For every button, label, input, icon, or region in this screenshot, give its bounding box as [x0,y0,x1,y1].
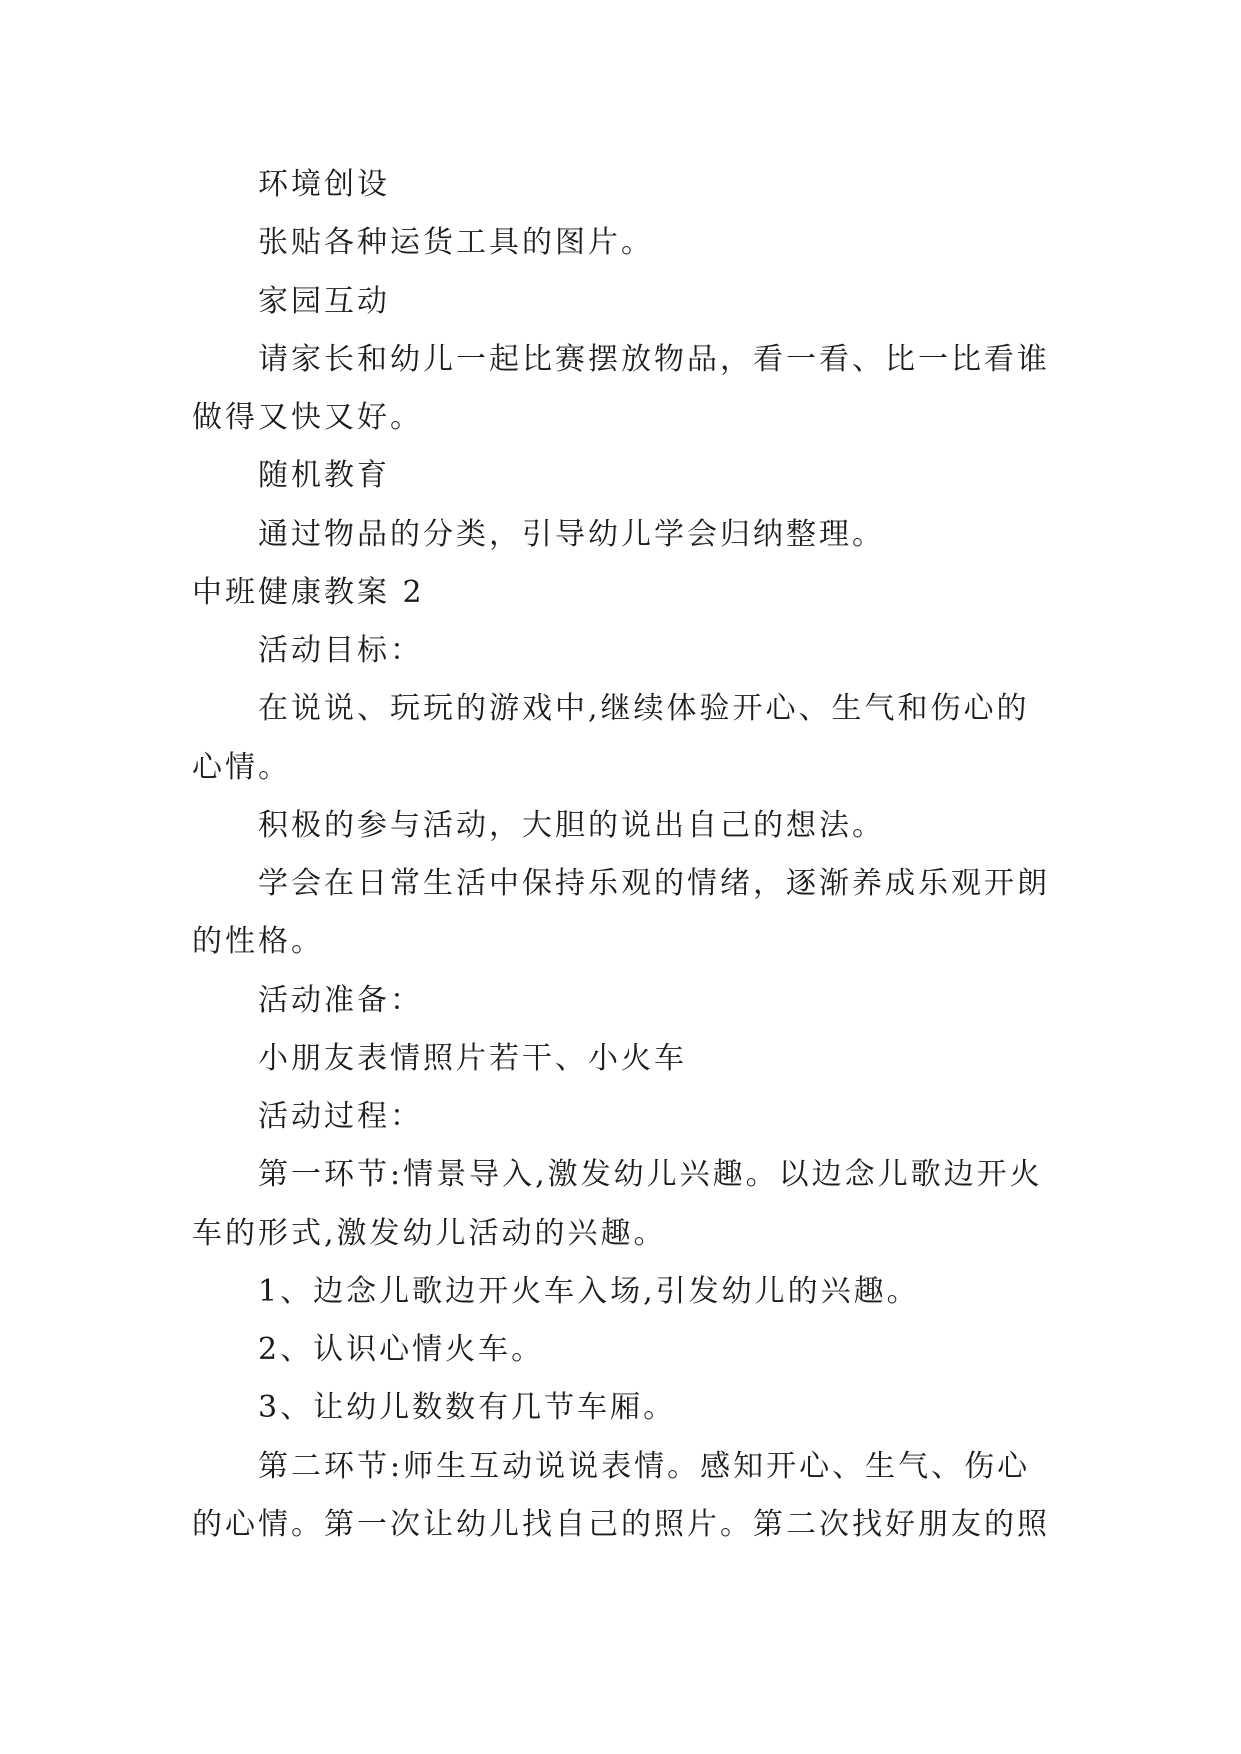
section-heading-preparation: 活动准备： [258,982,423,1018]
paragraph-line: 小朋友表情照片若干、小火车 [258,1040,687,1076]
section-heading-random-education: 随机教育 [258,458,390,494]
paragraph-line: 做得又快又好。 [192,400,423,435]
section-heading-process: 活动过程： [258,1099,423,1134]
paragraph-line: 心情。 [192,749,291,785]
list-item: 2、认识心情火车。 [258,1332,545,1367]
document-body [192,156,1072,1554]
list-item: 3、让幼儿数数有几节车厢。 [258,1390,677,1426]
paragraph-line: 的心情。第一次让幼儿找自己的照片。第二次找好朋友的照 [192,1506,1050,1542]
list-item: 1、边念儿歌边开火车入场,引发幼儿的兴趣。 [258,1273,920,1309]
lesson-title: 中班健康教案 2 [192,574,425,610]
paragraph-line: 第二环节:师生互动说说表情。感知开心、生气、伤心 [258,1448,1031,1484]
paragraph-line: 学会在日常生活中保持乐观的情绪，逐渐养成乐观开朗 [258,866,1050,901]
section-heading-environment: 环境创设 [258,167,390,202]
paragraph-line: 请家长和幼儿一起比赛摆放物品，看一看、比一比看谁 [258,341,1050,377]
section-heading-home-interaction: 家园互动 [258,283,390,319]
paragraph-line: 通过物品的分类，引导幼儿学会归纳整理。 [258,516,885,552]
paragraph-line: 的性格。 [192,924,324,960]
paragraph-line: 张贴各种运货工具的图片。 [258,225,654,261]
section-heading-goals: 活动目标： [258,633,423,668]
paragraph-line: 车的形式,激发幼儿活动的兴趣。 [192,1215,667,1251]
paragraph-line: 第一环节:情景导入,激发幼儿兴趣。以边念儿歌边开火 [258,1157,1043,1193]
paragraph-line: 在说说、玩玩的游戏中,继续体验开心、生气和伤心的 [258,691,1030,727]
paragraph-line: 积极的参与活动，大胆的说出自己的想法。 [258,807,885,843]
